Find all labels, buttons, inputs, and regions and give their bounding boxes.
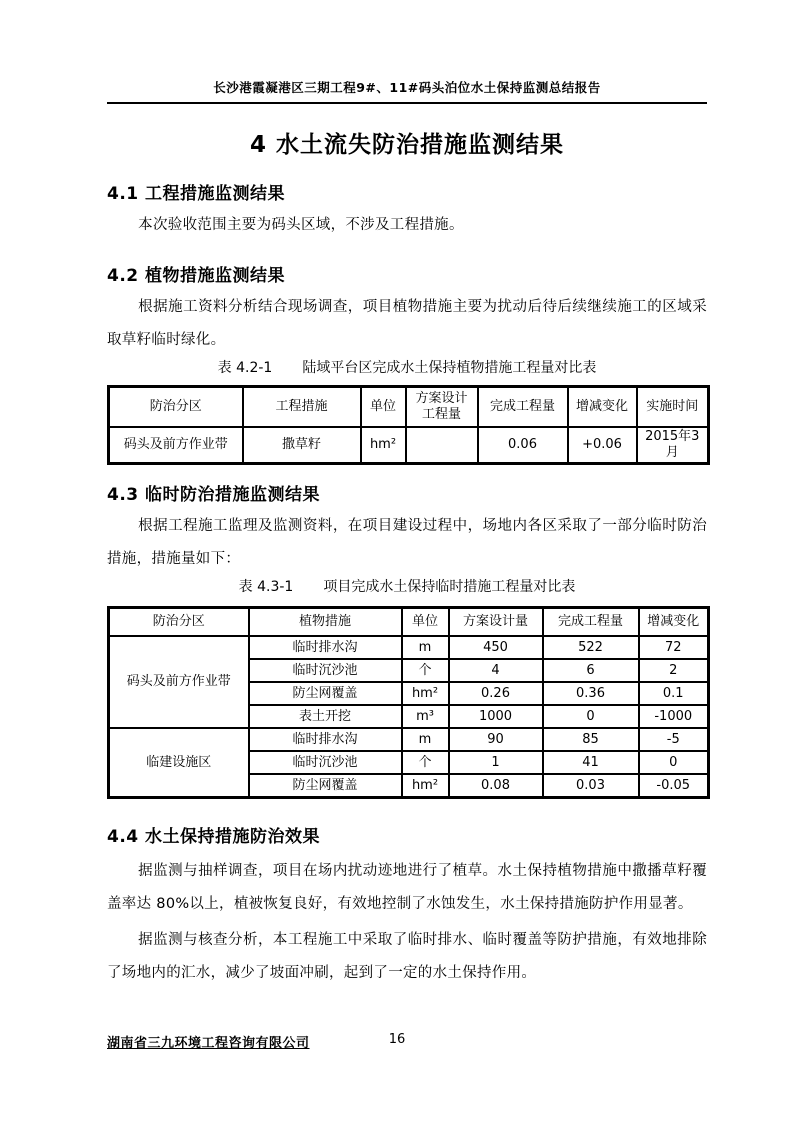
- unit-cell: hm²: [361, 427, 406, 464]
- column-header: 植物措施: [249, 608, 402, 637]
- section-heading-4-2: 4.2 植物措施监测结果: [107, 266, 286, 286]
- table-caption-4-2-1: [107, 357, 707, 379]
- zone-cell: 码头及前方作业带: [109, 427, 243, 464]
- column-header: 实施时间: [637, 387, 709, 428]
- table-caption-4-3-1: [107, 576, 707, 598]
- running-header-text: 长沙港霞凝港区三期工程9#、11#码头泊位水土保持监测总结报告: [213, 80, 601, 95]
- table-4-2-1: [107, 385, 710, 465]
- unit-cell: hm²: [402, 774, 449, 798]
- column-header: 增减变化: [639, 608, 709, 637]
- measure-cell: 临时沉沙池: [249, 751, 402, 774]
- column-header: 增减变化: [568, 387, 637, 428]
- table-caption-label: 表 4.2-1: [217, 360, 273, 376]
- table-header-row: [109, 608, 709, 637]
- paragraph-4-4-1: 据监测与抽样调查，项目在场内扰动迹地进行了植草。水土保持植物措施中撒播草籽覆盖率达 80%以上，植被恢复良好，有效地控制了水蚀发生，水土保持措施防护作用显著。: [107, 863, 707, 912]
- completed-quantity-cell: 522: [543, 636, 639, 659]
- change-cell: 2: [639, 659, 709, 682]
- footer-company-name: 湖南省三九环境工程咨询有限公司: [107, 1036, 310, 1051]
- table-caption-title: 项目完成水土保持临时措施工程量对比表: [323, 579, 576, 595]
- column-header: 方案设计量: [449, 608, 543, 637]
- running-header: [107, 80, 707, 104]
- page-footer: [0, 1032, 794, 1056]
- change-cell: -5: [639, 728, 709, 751]
- change-cell: 0.1: [639, 682, 709, 705]
- column-header: 防治分区: [109, 387, 243, 428]
- table-caption-title: 陆域平台区完成水土保持植物措施工程量对比表: [302, 360, 597, 376]
- unit-cell: m³: [402, 705, 449, 728]
- unit-cell: m: [402, 636, 449, 659]
- paragraph-4-2: 根据施工资料分析结合现场调查，项目植物措施主要为扰动后待后续继续施工的区域采取草籽临时绿化。: [107, 299, 707, 348]
- column-header: 完成工程量: [478, 387, 568, 428]
- unit-cell: 个: [402, 659, 449, 682]
- completed-quantity-cell: 85: [543, 728, 639, 751]
- measure-cell: 撒草籽: [243, 427, 361, 464]
- completed-quantity-cell: 0.03: [543, 774, 639, 798]
- change-cell: 72: [639, 636, 709, 659]
- measure-cell: 防尘网覆盖: [249, 774, 402, 798]
- design-quantity-cell: 90: [449, 728, 543, 751]
- completed-quantity-cell: 41: [543, 751, 639, 774]
- change-cell: 0: [639, 751, 709, 774]
- table-4-3-1: [107, 606, 710, 799]
- change-cell: +0.06: [568, 427, 637, 464]
- unit-cell: hm²: [402, 682, 449, 705]
- measure-cell: 临时排水沟: [249, 636, 402, 659]
- column-header: 工程措施: [243, 387, 361, 428]
- paragraph-4-3: 根据工程施工监理及监测资料，在项目建设过程中，场地内各区采取了一部分临时防治措施，措施量如下：: [107, 518, 707, 567]
- completed-quantity-cell: 0.36: [543, 682, 639, 705]
- design-quantity-cell: 4: [449, 659, 543, 682]
- zone-cell: 临建设施区: [109, 728, 249, 798]
- table-row: [109, 636, 709, 659]
- paragraph-4-4-2: 据监测与核查分析，本工程施工中采取了临时排水、临时覆盖等防护措施，有效地排除了场地内的汇水，减少了坡面冲刷，起到了一定的水土保持作用。: [107, 932, 707, 981]
- column-header: 单位: [361, 387, 406, 428]
- section-heading-4-1: 4.1 工程措施监测结果: [107, 184, 286, 204]
- unit-cell: m: [402, 728, 449, 751]
- completed-quantity-cell: 6: [543, 659, 639, 682]
- design-quantity-cell: 450: [449, 636, 543, 659]
- design-quantity-cell: 1000: [449, 705, 543, 728]
- zone-cell: 码头及前方作业带: [109, 636, 249, 728]
- section-heading-4-3: 4.3 临时防治措施监测结果: [107, 485, 321, 505]
- completed-quantity-cell: 0: [543, 705, 639, 728]
- measure-cell: 防尘网覆盖: [249, 682, 402, 705]
- paragraph-4-1: 本次验收范围主要为码头区域，不涉及工程措施。: [138, 217, 464, 233]
- measure-cell: 表土开挖: [249, 705, 402, 728]
- change-cell: -0.05: [639, 774, 709, 798]
- page-content: [107, 80, 707, 990]
- date-cell: 2015年3月: [637, 427, 709, 464]
- column-header: 完成工程量: [543, 608, 639, 637]
- table-header-row: [109, 387, 709, 428]
- unit-cell: 个: [402, 751, 449, 774]
- table-caption-label: 表 4.3-1: [238, 579, 294, 595]
- page-number: 16: [388, 1032, 406, 1047]
- column-header: 防治分区: [109, 608, 249, 637]
- chapter-title: 4 水土流失防治措施监测结果: [249, 132, 564, 158]
- change-cell: -1000: [639, 705, 709, 728]
- measure-cell: 临时排水沟: [249, 728, 402, 751]
- design-quantity-cell: 0.08: [449, 774, 543, 798]
- column-header: [406, 387, 478, 428]
- table-row: [109, 427, 709, 464]
- column-header: 单位: [402, 608, 449, 637]
- design-quantity-cell: 0.26: [449, 682, 543, 705]
- section-heading-4-4: 4.4 水土保持措施防治效果: [107, 827, 321, 847]
- column-header-line1: 方案设计: [415, 391, 468, 406]
- measure-cell: 临时沉沙池: [249, 659, 402, 682]
- column-header-line2: 工程量: [421, 407, 461, 422]
- table-row: [109, 728, 709, 751]
- design-quantity-cell: [406, 427, 478, 464]
- design-quantity-cell: 1: [449, 751, 543, 774]
- completed-quantity-cell: 0.06: [478, 427, 568, 464]
